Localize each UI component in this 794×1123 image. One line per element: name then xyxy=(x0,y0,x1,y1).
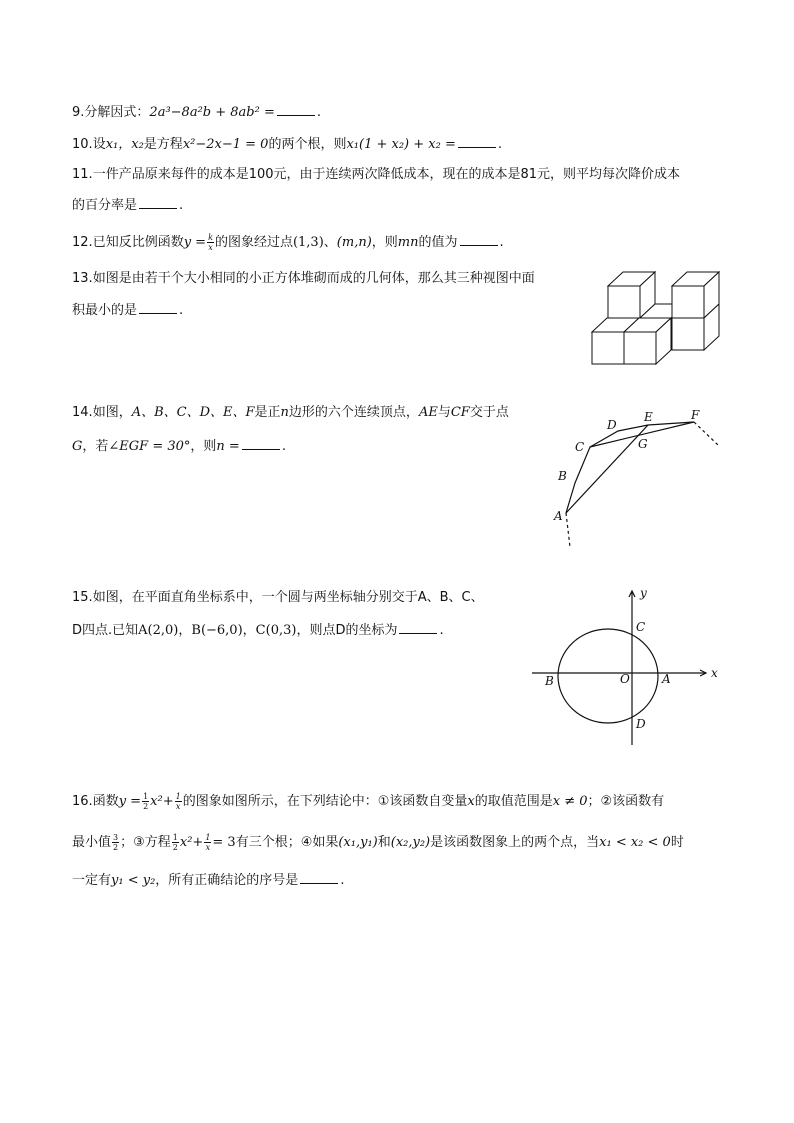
question-15: 15.如图，在平面直角坐标系中，一个圆与两坐标轴分别交于A、B、C、 xyxy=(72,590,484,605)
question-12: 12.已知反比例函数y = $\frac{k}{x}$ 的图象经过点(1,3)、(m,n)，则mn的值为 . xyxy=(72,233,504,252)
answer-blank[interactable] xyxy=(242,438,280,450)
question-number: 9. xyxy=(72,105,85,120)
question-13-line2: 积最小的是 . xyxy=(72,303,184,318)
label-O: O xyxy=(620,672,630,686)
circle xyxy=(558,629,658,723)
question-13: 13.如图是由若干个大小相同的小正方体堆砌而成的几何体，那么其三种视图中面 xyxy=(72,271,535,286)
label-C: C xyxy=(575,440,585,454)
dashed-extension-F xyxy=(694,422,718,445)
question-10: 10.设x₁，x₂是方程x²−2x−1 = 0的两个根，则x₁(1 + x₂) + x₂ = . xyxy=(72,137,502,152)
polygon-figure xyxy=(548,400,728,550)
label-y: y xyxy=(640,586,647,600)
label-E: E xyxy=(644,410,653,424)
label-G: G xyxy=(638,437,648,451)
label-D: D xyxy=(636,717,646,731)
question-16: 16.函数y = $\frac{1}{2}$ x²+ $\frac{1}{x}$ 的图象如图所示，在下列结论中：①该函数自变量x的取值范围是x ≠ 0；②该函数有 xyxy=(72,792,665,811)
circle-axes-figure xyxy=(528,585,728,750)
question-number: 16. xyxy=(72,794,93,809)
question-number: 15. xyxy=(72,590,93,605)
label-B: B xyxy=(558,469,567,483)
label-A: A xyxy=(554,509,563,523)
fraction: $\frac{k}{x}$ xyxy=(208,233,213,252)
label-D: D xyxy=(607,418,617,432)
answer-blank[interactable] xyxy=(399,622,437,634)
question-15-line2: D四点.已知A(2,0)，B(−6,0)，C(0,3)，则点D的坐标为 . xyxy=(72,623,444,638)
question-number: 11. xyxy=(72,167,93,182)
answer-blank[interactable] xyxy=(139,302,177,314)
cube-stack-figure xyxy=(590,270,730,370)
label-A: A xyxy=(662,672,671,686)
question-11: 11.一件产品原来每件的成本是100元，由于连续两次降低成本，现在的成本是81元，则平均每次降价成本 xyxy=(72,167,681,182)
question-11-line2: 的百分率是 . xyxy=(72,198,184,213)
question-number: 12. xyxy=(72,235,93,250)
question-16-line3: 一定有y₁ < y₂，所有正确结论的序号是 . xyxy=(72,873,345,888)
question-9: 9.分解因式：2a³−8a²b + 8ab² = . xyxy=(72,105,321,120)
label-C: C xyxy=(636,620,646,634)
polygon-edges xyxy=(566,422,694,513)
answer-blank[interactable] xyxy=(460,234,498,246)
label-B: B xyxy=(545,674,554,688)
math-expression: x₁(1 + x₂) + x₂ = xyxy=(346,137,456,152)
math-expression: 2a³−8a²b + 8ab² = xyxy=(149,105,275,120)
question-number: 13. xyxy=(72,271,93,286)
answer-blank[interactable] xyxy=(277,104,315,116)
answer-blank[interactable] xyxy=(139,197,177,209)
answer-blank[interactable] xyxy=(300,872,338,884)
question-number: 10. xyxy=(72,137,93,152)
segment-AE xyxy=(566,425,648,513)
answer-blank[interactable] xyxy=(458,136,496,148)
question-16-line2: 最小值 $\frac{3}{2}$ ；③方程 $\frac{1}{2}$ x²+ $\frac{1}{x}$ = 3有三个根；④如果(x₁,y₁)和(x₂,y₂)是该函数图象上的两个点，当x₁ < x₂ < 0时 xyxy=(72,833,684,852)
question-number: 14. xyxy=(72,405,93,420)
question-14-line2: G，若∠EGF = 30°，则n = . xyxy=(72,439,286,454)
math-expression: x²−2x−1 = 0 xyxy=(182,137,269,152)
label-F: F xyxy=(691,408,700,422)
question-14: 14.如图，A、B、C、D、E、F是正n边形的六个连续顶点，AE与CF交于点 xyxy=(72,405,509,420)
dashed-extension-A xyxy=(566,513,570,547)
label-x: x xyxy=(711,666,718,680)
